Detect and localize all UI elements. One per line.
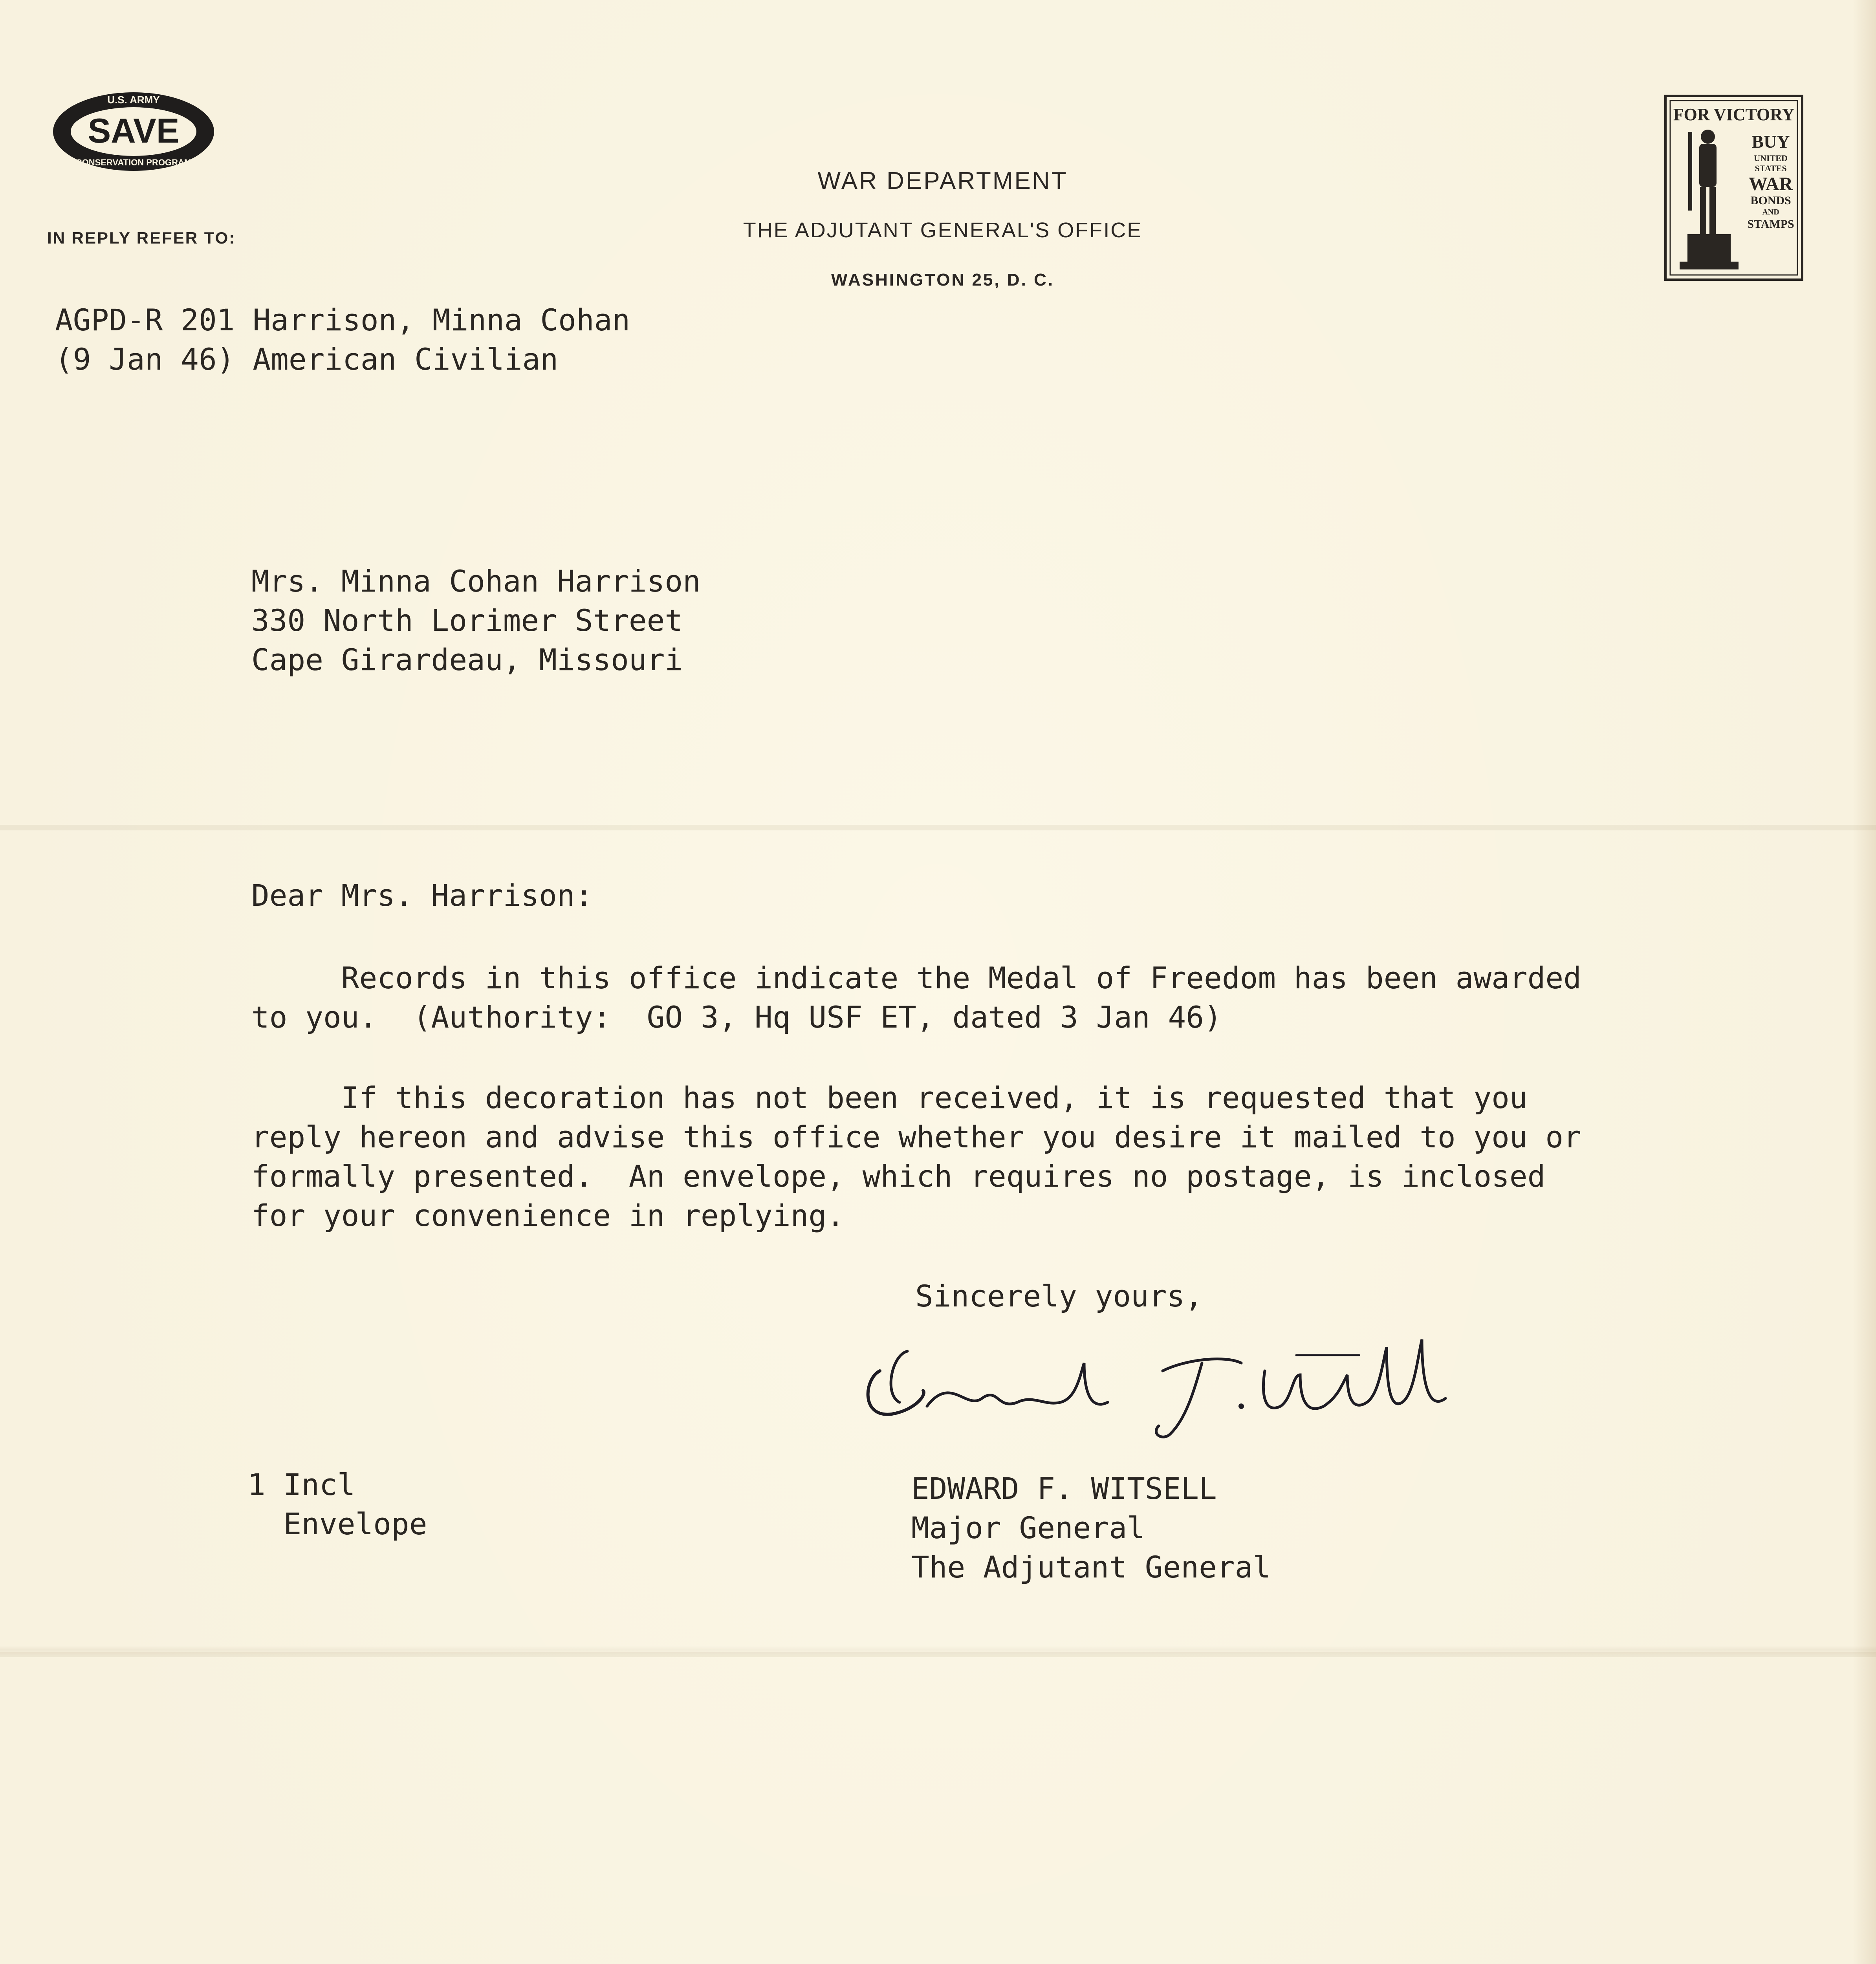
paper-edge-shadow	[1852, 0, 1876, 1964]
paper-fold	[0, 825, 1876, 830]
logo-text: SAVE	[88, 111, 180, 150]
body-p2-line-4: for your convenience in replying.	[251, 1198, 845, 1233]
logo-ring-top: U.S. ARMY	[107, 94, 160, 106]
stamp-buy: BUY	[1751, 132, 1790, 152]
handwritten-signature	[848, 1316, 1461, 1453]
closing: Sincerely yours,	[915, 1279, 1203, 1314]
reply-refer-label: IN REPLY REFER TO:	[47, 229, 236, 247]
reference-line-2: (9 Jan 46) American Civilian	[55, 342, 559, 377]
stamp-states: STATES	[1755, 163, 1787, 173]
stamp-united: UNITED	[1754, 153, 1788, 163]
recipient-street: 330 North Lorimer Street	[251, 603, 683, 638]
logo-ring-bottom: CONSERVATION PROGRAM	[75, 158, 192, 167]
body-p1-line-1: Records in this office indicate the Medal of Freedom has been awarded	[251, 960, 1581, 995]
signer-rank: Major General	[911, 1510, 1145, 1545]
recipient-name: Mrs. Minna Cohan Harrison	[251, 564, 701, 599]
office-name: THE ADJUTANT GENERAL'S OFFICE	[743, 218, 1143, 242]
save-conservation-logo	[47, 84, 220, 179]
stamp-and: AND	[1762, 208, 1779, 216]
body-p1-line-2: to you. (Authority: GO 3, Hq USF ET, dated 3 Jan 46)	[251, 1000, 1222, 1035]
signer-name: EDWARD F. WITSELL	[911, 1471, 1217, 1506]
salutation: Dear Mrs. Harrison:	[251, 878, 593, 913]
signer-title: The Adjutant General	[911, 1550, 1271, 1585]
stamp-stamps: STAMPS	[1747, 218, 1794, 231]
office-address: WASHINGTON 25, D. C.	[831, 270, 1055, 289]
body-p2-line-2: reply hereon and advise this office whether you desire it mailed to you or	[251, 1119, 1581, 1154]
minuteman-figure-icon	[1680, 130, 1739, 269]
body-p2-line-3: formally presented. An envelope, which requires no postage, is inclosed	[251, 1159, 1546, 1194]
department-name: WAR DEPARTMENT	[817, 167, 1068, 194]
reference-line-1: AGPD-R 201 Harrison, Minna Cohan	[55, 302, 630, 337]
paper-fold	[0, 1652, 1876, 1657]
body-p2-line-1: If this decoration has not been received, it is requested that you	[251, 1080, 1528, 1115]
enclosure-line-2: Envelope	[247, 1506, 427, 1541]
stamp-top-text: FOR VICTORY	[1673, 105, 1795, 124]
stamp-bonds: BONDS	[1750, 194, 1791, 207]
war-bonds-stamp-box	[1664, 94, 1804, 281]
stamp-war: WAR	[1748, 174, 1793, 194]
enclosure-line-1: 1 Incl	[247, 1467, 355, 1502]
recipient-city: Cape Girardeau, Missouri	[251, 642, 683, 677]
